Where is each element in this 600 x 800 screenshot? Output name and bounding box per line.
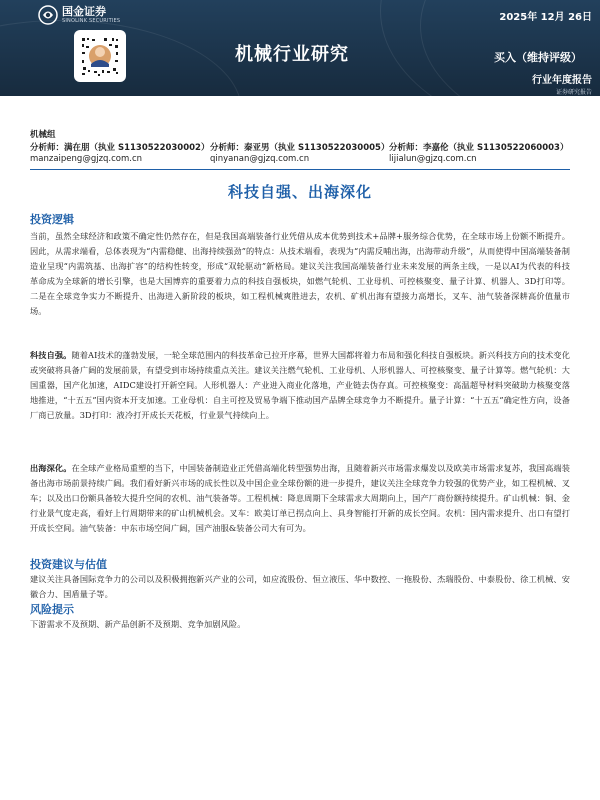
- section-heading-logic: 投资逻辑: [30, 213, 74, 226]
- report-date: 2025年 12月 26日: [499, 12, 592, 23]
- qr-code[interactable]: [74, 30, 126, 82]
- risk-paragraph: 下游需求不及预期、新产品创新不及预期、竞争加剧风险。: [30, 619, 246, 629]
- brand-logo: [38, 5, 120, 25]
- brand-name-en: SINOLINK SECURITIES: [62, 17, 121, 24]
- tech-label: 科技自强。: [30, 350, 72, 360]
- report-category-title: 机械行业研究: [235, 44, 349, 65]
- logo-icon: [38, 5, 58, 25]
- analyst-1-email[interactable]: manzaipeng@gjzq.com.cn: [30, 154, 143, 164]
- report-subtype: 证券研究报告: [555, 89, 592, 96]
- main-title: 科技自强、出海深化: [227, 183, 372, 201]
- overseas-label: 出海深化。: [30, 463, 72, 473]
- analyst-group: 机械组: [30, 130, 56, 140]
- section-heading-suggest: 投资建议与估值: [30, 558, 107, 571]
- brand-name: 国金证券: [62, 4, 106, 18]
- tech-text: 随着AI技术的蓬勃发展，一轮全球范围内的科技革命已拉开序幕，世界大国都将着力布局和强化科技自强板块。新兴科技方向的技术变化或突破将具备广阔的发展前景，有望受到市场持续重点关注。建议关注燃气轮机、工业母机、人形机器人、可控核聚变、量子计算等。燃气轮机：大国重器，国产化加速，AIDC建设打开新空间。人形机器人：产业进入商业化落地，产业链去伪存真。可控核聚变：高温超导材料突破助力核聚变落地推进，“十五五”国内资本开支加速。工业母机：自主可控及贸易争端下推动国产品牌全球竞争力不断提升。量子计算：“十五五”确定性方向，设备厂商已放量。3D打印：液冷打开成长天花板，行业景气持续向上。: [30, 350, 570, 420]
- tech-paragraph: [30, 348, 570, 423]
- analyst-3-email[interactable]: lijialun@gjzq.com.cn: [389, 154, 477, 164]
- report-type: 行业年度报告: [532, 75, 592, 86]
- suggest-paragraph: 建议关注具备国际竞争力的公司以及积极拥抱新兴产业的公司，如应流股份、恒立液压、华中数控、一拖股份、杰瑞股份、中泰股份、徐工机械、安徽合力、国盾量子等。: [30, 574, 570, 599]
- analyst-2-email[interactable]: qinyanan@gjzq.com.cn: [210, 154, 310, 164]
- overseas-text: 在全球产业格局重塑的当下，中国装备制造业正凭借高端化转型强势出海，且随着新兴市场需求爆发以及欧美市场需求复苏，我国高端装备出海市场前景持续广阔。我们看好新兴市场的成长性以及中国企业全球份额的进一步提升，建议关注全球竞争力较强的优势产业，如工程机械、叉车；以及出口份额具备较大提升空间的农机、油气装备等。工程机械：降息周期下全球需求大周期向上，国产厂商份额持续提升。矿山机械：铜、金行业景气度走高，看好上行周期带来的矿山机械机会。叉车：欧美订单已拐点向上、具身智能打开新的成长空间。农机：国内需求提升、出口有望打开成长空间。油气装备：中东市场空间广阔，国产油服&装备公司大有可为。: [30, 463, 570, 533]
- analyst-3: 分析师：李嘉伦（执业 S1130522060003）: [389, 143, 569, 153]
- header-banner: [0, 0, 600, 96]
- analyst-2: 分析师：秦亚男（执业 S1130522030005）: [210, 143, 390, 153]
- divider: [30, 169, 570, 170]
- logic-paragraph: 当前，虽然全球经济和政策不确定性仍然存在，但是我国高端装备行业凭借从成本优势到技术+品牌+服务综合优势，在全球市场上份额不断提升。因此，从需求端看，总体表现为“内需稳健、出海持续强劲”的特点：从技术端看，表现为“内需反哺出海，出海带动升级”，从而使得中国高端装备制造业呈现“内需筑基、出海扩容”的结构性转变，形成“双轮驱动”新格局。建议关注我国高端装备行业未来发展的两条主线，一是以AI为代表的科技革命成为全球新的增长引擎，也是大国博弈的重要着力点的科技自强板块，如燃气轮机、工业母机、可控核聚变、量子计算、机器人、3D打印等。二是在全球竞争实力不断提升、出海进入新阶段的板块，如工程机械爽胜进去，农机、矿机出海有望接力高增长，叉车、油气装备深耕高价值量市场。: [30, 231, 570, 316]
- qr-code-icon: [74, 30, 126, 82]
- analyst-1: 分析师：满在朋（执业 S1130522030002）: [30, 143, 210, 153]
- rating-label: 买入（维持评级）: [494, 51, 582, 64]
- overseas-paragraph: [30, 461, 570, 536]
- section-heading-risk: 风险提示: [30, 603, 74, 616]
